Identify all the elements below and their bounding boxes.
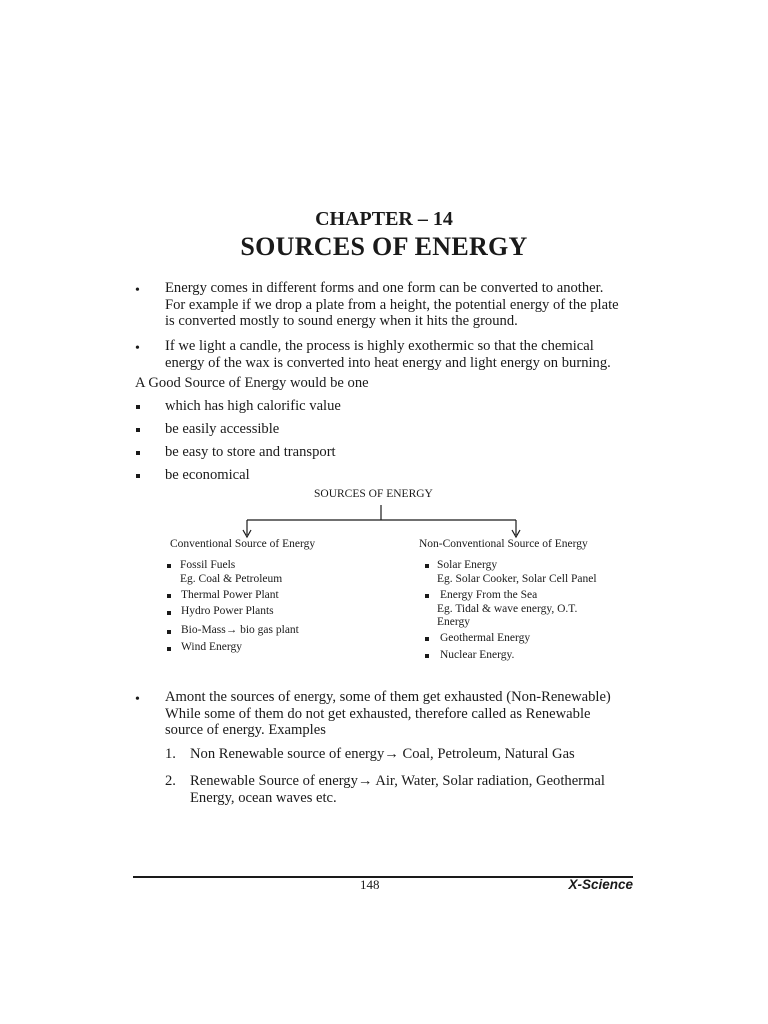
text-line: If we light a candle, the process is highly exothermic so that the chemical [165,338,594,354]
example-number: 2. [165,773,176,789]
conventional-heading: Conventional Source of Energy [170,538,316,550]
square-bullet-icon [167,611,171,615]
square-bullet-icon [425,654,429,658]
square-bullet-icon [167,564,171,568]
conventional-item: Bio-Mass→ bio gas plant [181,624,299,636]
example-text: Non Renewable source of energy→ Coal, Petroleum, Natural Gas [190,746,575,762]
square-bullet-icon [136,474,140,478]
conventional-item: Hydro Power Plants [181,605,274,617]
item-label: Energy From the Sea [440,589,538,601]
chapter-title: SOURCES OF ENERGY [240,232,528,261]
non-conventional-item [437,589,577,630]
good-source-item: which has high calorific value [165,398,341,414]
bullet-marker: • [135,283,140,298]
footer-book-title: X-Science [568,877,633,892]
intro-paragraph-2 [165,338,633,371]
text-line: Amont the sources of energy, some of them get exhausted (Non-Renewable) [165,689,611,705]
conventional-item: Thermal Power Plant [181,589,279,601]
item-example: Eg. Solar Cooker, Solar Cell Panel [437,572,597,585]
item-label: Fossil Fuels [180,559,236,571]
square-bullet-icon [167,647,171,651]
square-bullet-icon [136,405,140,409]
good-source-item: be easily accessible [165,421,280,437]
non-conventional-heading: Non-Conventional Source of Energy [419,538,588,550]
good-source-heading: A Good Source of Energy would be one [135,375,369,391]
square-bullet-icon [167,594,171,598]
square-bullet-icon [425,564,429,568]
text-line: Energy, ocean waves etc. [190,789,337,806]
text-line: source of energy. Examples [165,722,326,738]
square-bullet-icon [136,451,140,455]
closing-paragraph [165,689,633,739]
example-number: 1. [165,746,176,762]
bullet-marker: • [135,341,140,356]
text-line: is converted mostly to sound energy when it hits the ground. [165,313,518,329]
text-line: Renewable Source of energy→ Air, Water, Solar radiation, Geothermal [190,773,605,789]
example-text [190,773,633,806]
good-source-item: be economical [165,467,250,483]
text-line: While some of them do not get exhausted, therefore called as Renewable [165,705,591,722]
square-bullet-icon [425,637,429,641]
square-bullet-icon [167,630,171,634]
square-bullet-icon [136,428,140,432]
item-example: Energy [437,616,471,628]
bullet-marker: • [135,692,140,707]
conventional-item [180,559,282,586]
intro-paragraph-1 [165,280,633,330]
non-conventional-item: Nuclear Energy. [440,649,515,661]
item-example: Eg. Tidal & wave energy, O.T. [437,602,578,615]
square-bullet-icon [425,594,429,598]
conventional-item: Wind Energy [181,641,242,653]
diagram-connector [240,503,525,539]
text-line: For example if we drop a plate from a height, the potential energy of the plate [165,296,619,313]
footer-rule [133,876,633,878]
text-line: energy of the wax is converted into heat energy and light energy on burning. [165,354,611,371]
good-source-item: be easy to store and transport [165,444,336,460]
text-line: Energy comes in different forms and one form can be converted to another. [165,280,604,296]
chapter-number: CHAPTER – 14 [315,208,453,230]
item-example: Eg. Coal & Petroleum [180,572,283,585]
item-label: Solar Energy [437,559,498,571]
non-conventional-item [437,559,597,586]
diagram-root-label: SOURCES OF ENERGY [314,488,433,500]
page-number: 148 [360,877,380,892]
non-conventional-item: Geothermal Energy [440,632,531,644]
